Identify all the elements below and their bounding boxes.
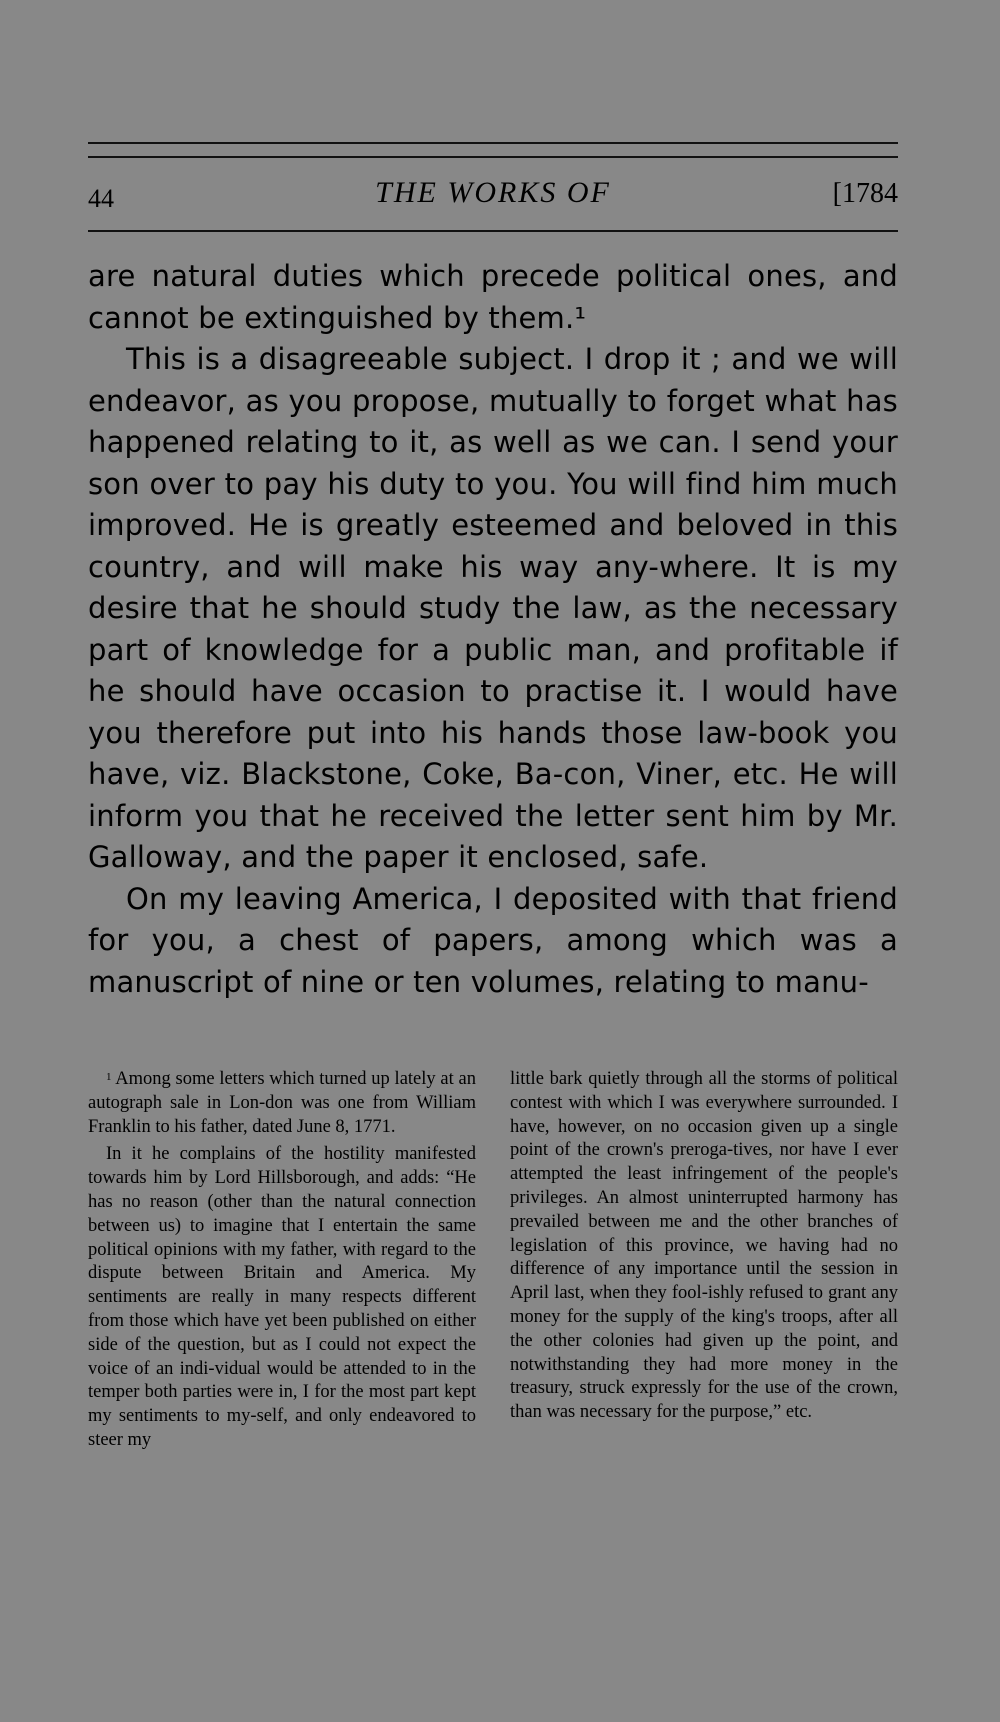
footnote-marker: 1 xyxy=(106,1071,112,1083)
footnote-column-right xyxy=(510,1068,898,1453)
footnote-text: Among some letters which turned up lately at an autograph sale in Lon-don was one from William Franklin to his father, dated June 8, 1771. xyxy=(88,1069,476,1137)
footnote-paragraph: In it he complains of the hostility manifested towards him by Lord Hillsborough, and adds: “He has no reason (other than the natural connection between us) to imagine that I entertain the same political opinions with my father, with regard to the dispute between Britain and America. My sentiments are really in many respects different from those which have yet been published on either side of the question, but as I could not expect the voice of an indi-vidual would be attended to in the temper both parties were in, I for the most part kept my sentiments to my-self, and only endeavored to steer my xyxy=(88,1144,476,1450)
paragraph-continuation: are natural duties which precede political ones, and cannot be extinguished by them.¹ xyxy=(88,259,898,335)
body-text xyxy=(88,256,898,1003)
paragraph: This is a disagreeable subject. I drop it ; and we will endeavor, as you propose, mutually to forget what has happened relating to it, as well as we can. I send your son over to pay his duty to you. You will find him much improved. He is greatly esteemed and beloved in this country, and will make his way any-where. It is my desire that he should study the law, as the necessary part of knowledge for a public man, and profitable if he should have occasion to practise it. I would have you therefore put into his hands those law-book you have, viz. Blackstone, Coke, Ba-con, Viner, etc. He will inform you that he received the letter sent him by Mr. Galloway, and the paper it enclosed, safe. xyxy=(88,342,898,874)
footnotes xyxy=(88,1068,898,1453)
running-title: THE WORKS OF xyxy=(375,176,611,209)
header-rule-top xyxy=(88,142,898,144)
footnote-paragraph: little bark quietly through all the storms of political contest with which I was everywhere surrounded. I have, however, on no occasion given up a single point of the crown's preroga-tives, nor have I ever attempted the least infringement of the people's privileges. An almost uninterrupted harmony has prevailed between me and the other branches of legislation of this province, we having had no difference of any importance until the session in April last, when they fool-ishly refused to grant any money for the supply of the king's troops, after all the other colonies had given up the point, and notwithstanding they had more money in the treasury, struck expressly for the use of the crown, than was necessary for the purpose,” etc. xyxy=(510,1069,898,1423)
header-rule-second xyxy=(88,156,898,158)
paragraph: On my leaving America, I deposited with that friend for you, a chest of papers, among which was a manuscript of nine or ten volumes, relating to manu- xyxy=(88,881,898,999)
header-rule-bottom xyxy=(88,230,898,232)
page-number: 44 xyxy=(88,184,114,213)
footnote-paragraph xyxy=(88,1068,476,1139)
footnote-column-left xyxy=(88,1068,476,1453)
header-year: [1784 xyxy=(832,178,898,209)
running-header xyxy=(88,176,898,216)
